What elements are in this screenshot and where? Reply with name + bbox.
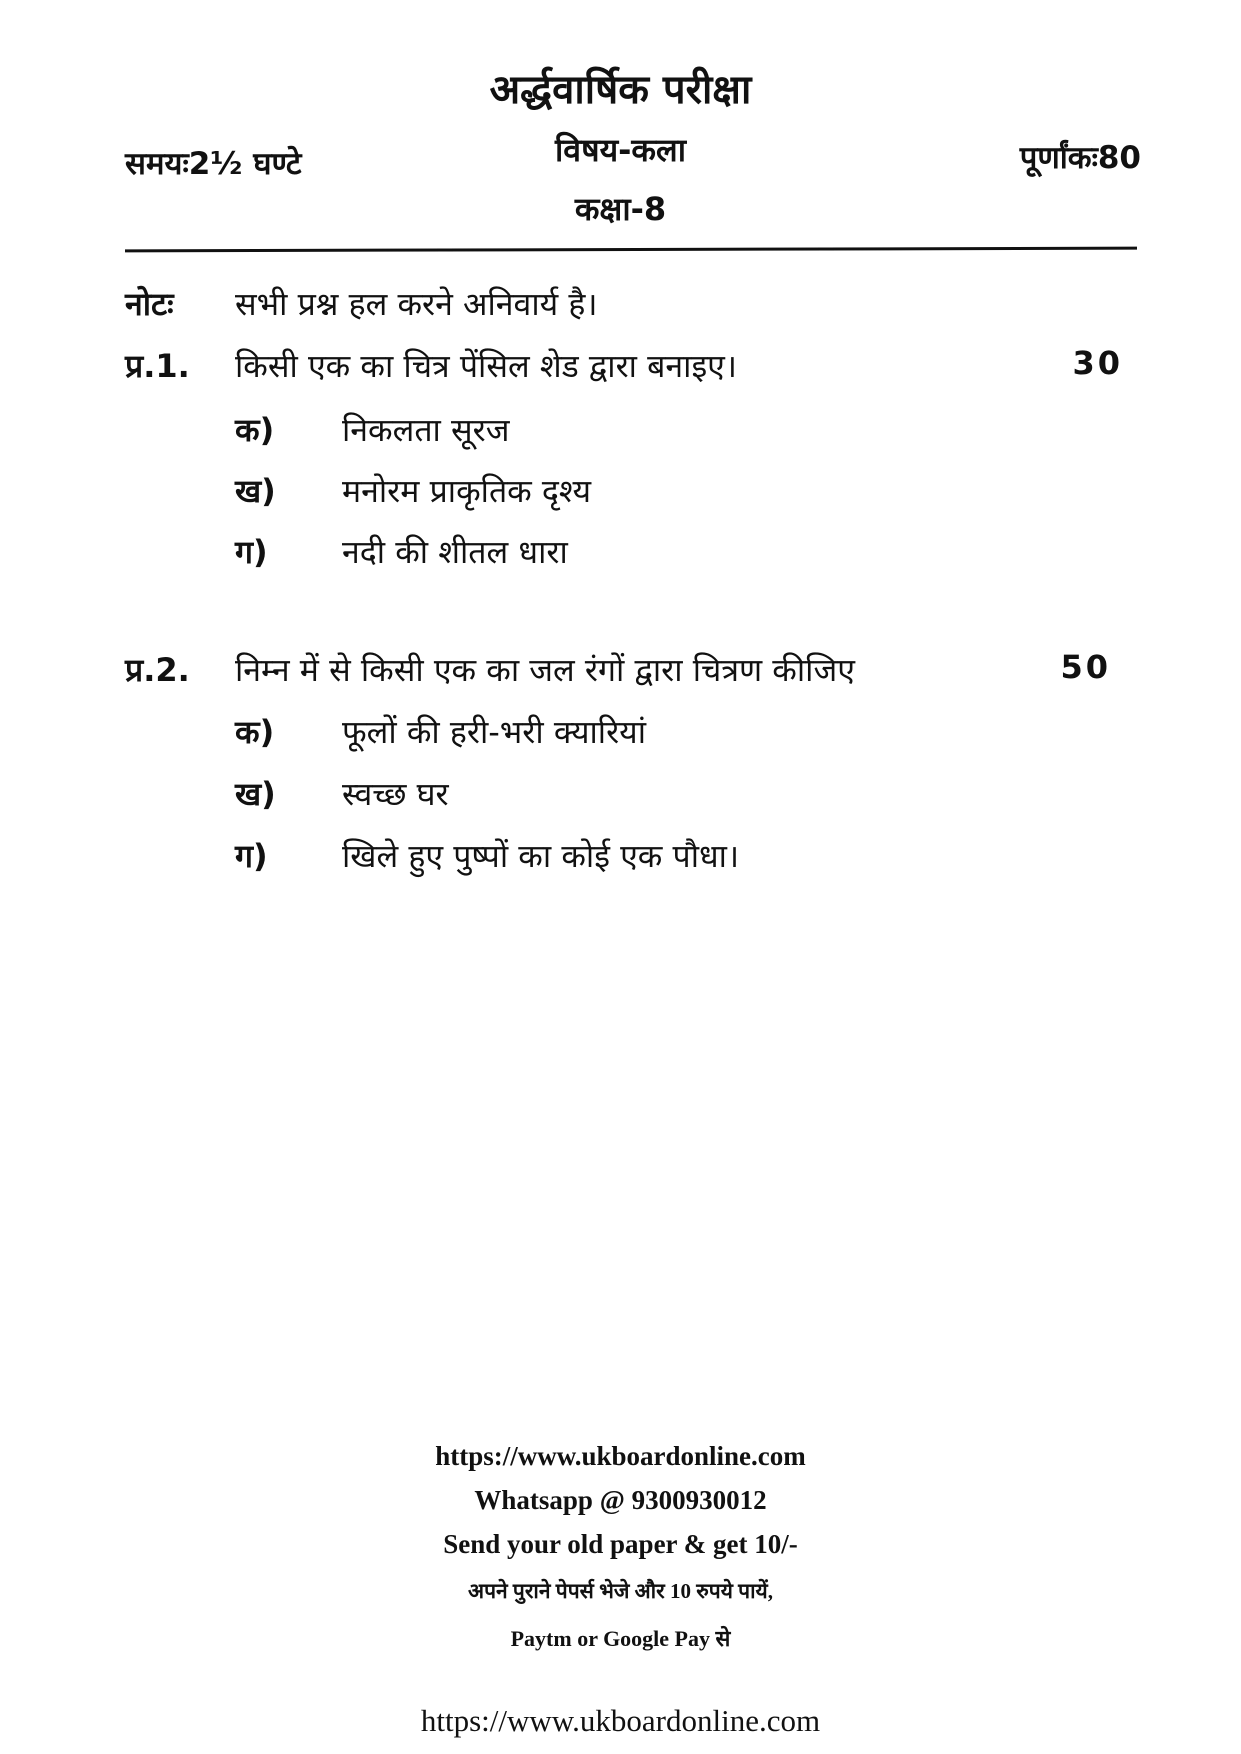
q2-option-label: क)	[235, 713, 275, 751]
footer-offer: Send your old paper & get 10/-	[443, 1529, 798, 1559]
q2-option-text: खिले हुए पुष्पों का कोई एक पौधा।	[342, 837, 740, 875]
footer-whatsapp: Whatsapp @ 9300930012	[474, 1485, 767, 1515]
question-1-marks: 30	[1072, 344, 1123, 382]
subject: विषय-कला	[555, 131, 686, 169]
q2-option-text: स्वच्छ घर	[342, 775, 449, 813]
footer-bottom-url[interactable]: https://www.ukboardonline.com	[420, 1703, 821, 1738]
q1-option-label: क)	[235, 411, 275, 449]
question-2-label: प्र.2.	[125, 651, 190, 689]
q2-option-text: फूलों की हरी-भरी क्यारियां	[342, 713, 647, 751]
question-2-text: निम्न में से किसी एक का जल रंगों द्वारा चित्रण कीजिए	[235, 651, 855, 689]
q2-option-label: ग)	[235, 837, 268, 875]
q1-option-label: ख)	[235, 472, 276, 510]
exam-title: अर्द्धवार्षिक परीक्षा	[489, 67, 752, 113]
footer-offer-hindi: अपने पुराने पेपर्स भेजे और 10 रुपये पायें,	[468, 1579, 773, 1603]
time-allowed: समयः2½ घण्टे	[125, 146, 302, 182]
footer-payment: Paytm or Google Pay से	[510, 1626, 731, 1651]
q2-option-label: ख)	[235, 775, 276, 813]
note-label: नोटः	[125, 285, 174, 323]
note-text: सभी प्रश्न हल करने अनिवार्य है।	[235, 285, 598, 323]
question-1-text: किसी एक का चित्र पेंसिल शेड द्वारा बनाइए।	[235, 347, 737, 385]
q1-option-text: निकलता सूरज	[342, 411, 510, 449]
max-marks: पूर्णांकः80	[1019, 140, 1141, 176]
q1-option-text: नदी की शीतल धारा	[342, 533, 568, 571]
class: कक्षा-8	[574, 190, 667, 228]
header-divider	[125, 247, 1137, 253]
q1-option-label: ग)	[235, 533, 268, 571]
question-2-marks: 50	[1060, 648, 1111, 686]
question-1-label: प्र.1.	[125, 347, 190, 385]
footer-url[interactable]: https://www.ukboardonline.com	[435, 1441, 806, 1471]
q1-option-text: मनोरम प्राकृतिक दृश्य	[342, 472, 592, 510]
